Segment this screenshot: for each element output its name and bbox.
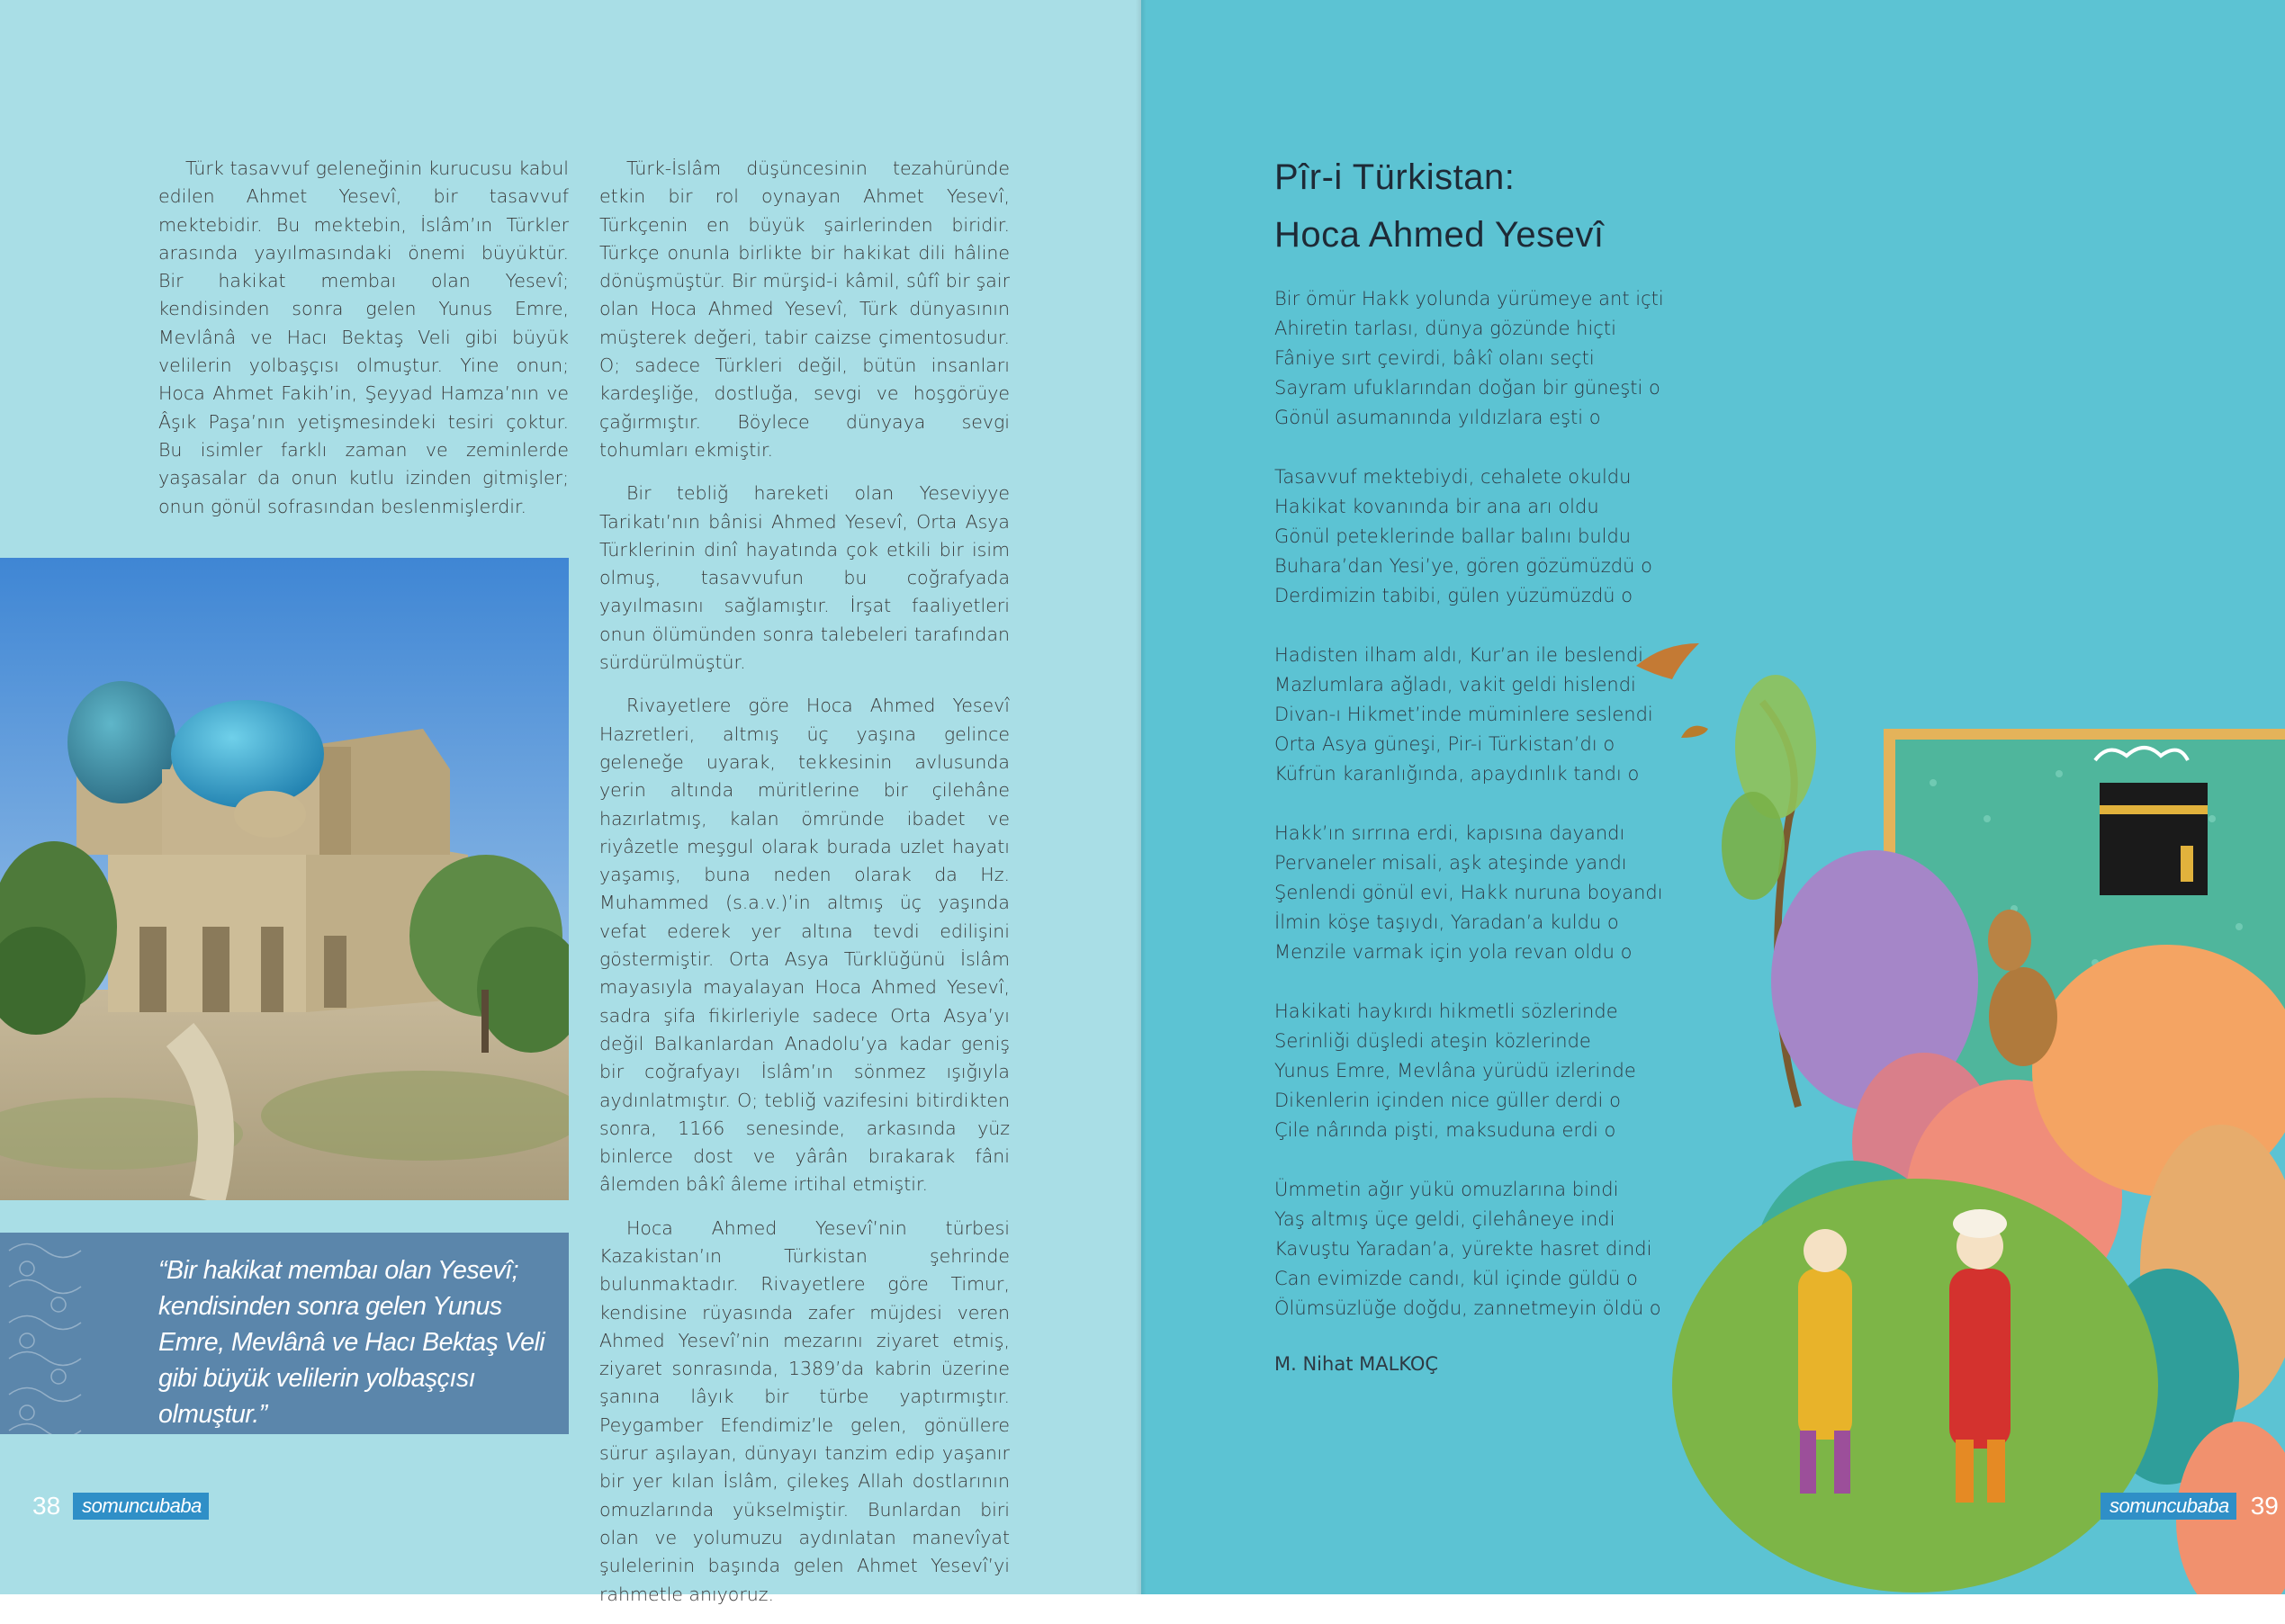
brand-label: somuncubaba <box>73 1493 209 1520</box>
page-fold <box>1136 0 1147 1594</box>
poem-line: Dikenlerin içinden nice güller derdi o <box>1274 1090 1621 1111</box>
left-folio <box>32 1488 209 1524</box>
poem-line: Ümmetin ağır yükü omuzlarına bindi <box>1274 1179 1619 1200</box>
title-line-2: Hoca Ahmed Yesevî <box>1274 215 1605 255</box>
stanza <box>1274 284 1697 433</box>
paragraph: Hoca Ahmed Yesevî’nin türbesi Kazakistan’ın Türkistan şehrinde bulunmaktadır. Rivayetlere göre Timur, kendisine rüyasında zafer müjdesi veren Ahmed Yesevî’nin mezarını ziyaret etmiş, ziyaret sonrasında, 1389’da kabrin üzerine şanına lâyık bir türbe yaptırmıştır. Peygamber Efendimiz’le gelen, gönüllere sürur aşılayan, dünyayı tanzim edip yaşanır bir yer kılan İslâm, çilekeş Allah dostlarının omuzlarında yükselmiştir. Bunlardan biri olan ve yolumuzu aydınlatan manevîyat şulelerinin başında gelen Ahmet Yesevî’yi rahmetle anıyoruz. <box>599 1216 1010 1605</box>
poem-line: Ahiretin tarlası, dünya gözünde hiçti <box>1274 318 1616 339</box>
poem-line: Tasavvuf mektebiydi, cehalete okuldu <box>1274 466 1632 488</box>
poem-line: Buhara’dan Yesi’ye, gören gözümüzdü o <box>1274 555 1652 577</box>
poem-line: Yaş altmış üçe geldi, çilehâneye indi <box>1274 1208 1615 1230</box>
page-number: 39 <box>2250 1492 2279 1520</box>
poem-line: Menzile varmak için yola revan oldu o <box>1274 941 1633 963</box>
poem-line: Yunus Emre, Mevlâna yürüdü izlerinde <box>1274 1060 1636 1081</box>
stanza <box>1274 997 1697 1145</box>
poem-line: İlmin köşe taşıydı, Yaradan’a kuldu o <box>1274 911 1619 933</box>
poem-line: Kavuştu Yaradan’a, yürekte hasret dindi <box>1274 1238 1652 1260</box>
poem-line: Derdimizin tabibi, gülen yüzümüzdü o <box>1274 585 1633 606</box>
paragraph: Rivayetlere göre Hoca Ahmed Yesevî Hazretleri, altmış üç yaşına gelince geleneğe uyarak, tekkesinin avlusunda yerin altında müritlerine bir çilehâne hazırlatmış, kalan ömründe ibadet ve riyâzetle meşgul olarak burada uzlet hayatı yaşamış, buna neden olarak da Hz. Muhammed (s.a.v.)’in altmış üç yaşında vefat ederek yer altına tevdi edilişini göstermiştir. Orta Asya Türklüğünü İslâm mayasıyla mayalayan Hoca Ahmed Yesevî, sadra şifa fikirleriyle sadece Orta Asya’yı değil Balkanlardan Anadolu’ya kadar geniş bir coğrafyayı İslâm’ın sönmez ışığıyla aydınlatmıştır. O; tebliğ vazifesini bitirdikten sonra, 1166 senesinde, arkasında yüz binlerce dost ve yârân bırakarak fâni âlemden bâkî âleme irtihal etmiştir. <box>599 695 1010 1196</box>
paragraph: Türk tasavvuf geleneğinin kurucusu kabul edilen Ahmet Yesevî, bir tasavvuf mektebidir. Bu mektebin, İslâm’ın Türkler arasında yayılmasındaki önemi büyüktür. Bir hakikat membaı olan Yesevî; kendisinden sonra gelen Yunus Emre, Mevlânâ ve Hacı Bektaş Veli gibi büyük velilerin yolbaşçısı olmuştur. Yine onun; Hoca Ahmet Fakih’in, Şeyyad Hamza’nın ve Âşık Paşa’nın yetişmesindeki tesiri çoktur. Bu isimler farklı zaman ve zeminlerde yaşasalar da onun kutlu izinden gitmişler; onun gönül sofrasından beslenmişlerdir. <box>158 157 569 517</box>
poem-line: Küfrün karanlığında, apaydınlık tandı o <box>1274 763 1640 785</box>
poem-line: Hakikat kovanında bir ana arı oldu <box>1274 496 1599 517</box>
poem-line: Hakk’ın sırrına erdi, kapısına dayandı <box>1274 822 1625 844</box>
poem-line: Hadisten ilham aldı, Kur’an ile beslendi <box>1274 644 1643 666</box>
author-name: M. Nihat MALKOÇ <box>1274 1353 1439 1375</box>
poem-line: Gönül peteklerinde ballar balını buldu <box>1274 525 1632 547</box>
poem <box>1274 284 1697 1375</box>
poem-line: Pervaneler misali, aşk ateşinde yandı <box>1274 852 1627 874</box>
poem-line: Fâniye sırt çevirdi, bâkî olanı seçti <box>1274 347 1595 369</box>
stanza <box>1274 641 1697 789</box>
poem-line: Şenlendi gönül evi, Hakk nuruna boyandı <box>1274 882 1663 903</box>
paragraph: Türk-İslâm düşüncesinin tezahüründe etkin bir rol oynayan Ahmet Yesevî, Türkçenin en büyük şairlerinden biridir. Türkçe onunla birlikte bir hakikat dili hâline dönüşmüştür. Bir mürşid-i kâmil, sûfî bir şair olan Hoca Ahmed Yesevî, Türk dünyasının müşterek değeri, tabir caizse çimentosudur. O; sadece Türkleri değil, bütün insanları kardeşliğe, dostluğa, sevgi ve hoşgörüye çağırmıştır. Böylece dünyaya sevgi tohumları ekmiştir. <box>599 157 1010 461</box>
paragraph: Bir tebliğ hareketi olan Yeseviyye Tarikatı’nın bânisi Ahmed Yesevî, Orta Asya Türklerinin dinî hayatında çok etkili bir isim olmuş, tasavvufun bu coğrafyada yayılmasını sağlamıştır. İrşat faaliyetleri onun ölümünden sonra talebeleri tarafından sürdürülmüştür. <box>599 482 1010 674</box>
page-number: 38 <box>32 1492 61 1520</box>
poem-line: Sayram ufuklarından doğan bir güneşti o <box>1274 377 1660 399</box>
poem-line: Bir ömür Hakk yolunda yürümeye ant içti <box>1274 288 1664 310</box>
poem-line: Ölümsüzlüğe doğdu, zannetmeyin öldü o <box>1274 1297 1661 1319</box>
title-line-1: Pîr-i Türkistan: <box>1274 157 1516 197</box>
mausoleum-photo <box>0 558 569 1200</box>
pull-quote <box>0 1233 569 1434</box>
stanza <box>1274 1175 1697 1323</box>
stanza <box>1274 819 1697 967</box>
brand-label: somuncubaba <box>2101 1493 2236 1520</box>
poem-line: Serinliği düşledi ateşin közlerinde <box>1274 1030 1591 1052</box>
poem-line: Orta Asya güneşi, Pir-i Türkistan’dı o <box>1274 733 1615 755</box>
left-column-2 <box>599 155 1010 1624</box>
poem-line: Çile nârında pişti, maksuduna erdi o <box>1274 1119 1616 1141</box>
poem-line: Mazlumlara ağladı, vakit geldi hislendi <box>1274 674 1636 695</box>
ornament-pattern <box>0 1233 83 1434</box>
poem-line: Hakikati haykırdı hikmetli sözlerinde <box>1274 1000 1618 1022</box>
left-column-1 <box>158 155 569 521</box>
quote-text: “Bir hakikat membaı olan Yesevî; kendisinden sonra gelen Yunus Emre, Mevlânâ ve Hacı Bektaş Veli gibi büyük velilerin yolbaşçısı olmuştur.” <box>158 1256 545 1429</box>
poem-line: Can evimizde candı, kül içinde güldü o <box>1274 1268 1638 1289</box>
poem-title <box>1274 148 1605 264</box>
poem-line: Gönül asumanında yıldızlara eşti o <box>1274 407 1601 428</box>
stanza <box>1274 462 1697 611</box>
poem-line: Divan-ı Hikmet’inde müminlere seslendi <box>1274 704 1653 725</box>
right-folio <box>2101 1488 2279 1524</box>
